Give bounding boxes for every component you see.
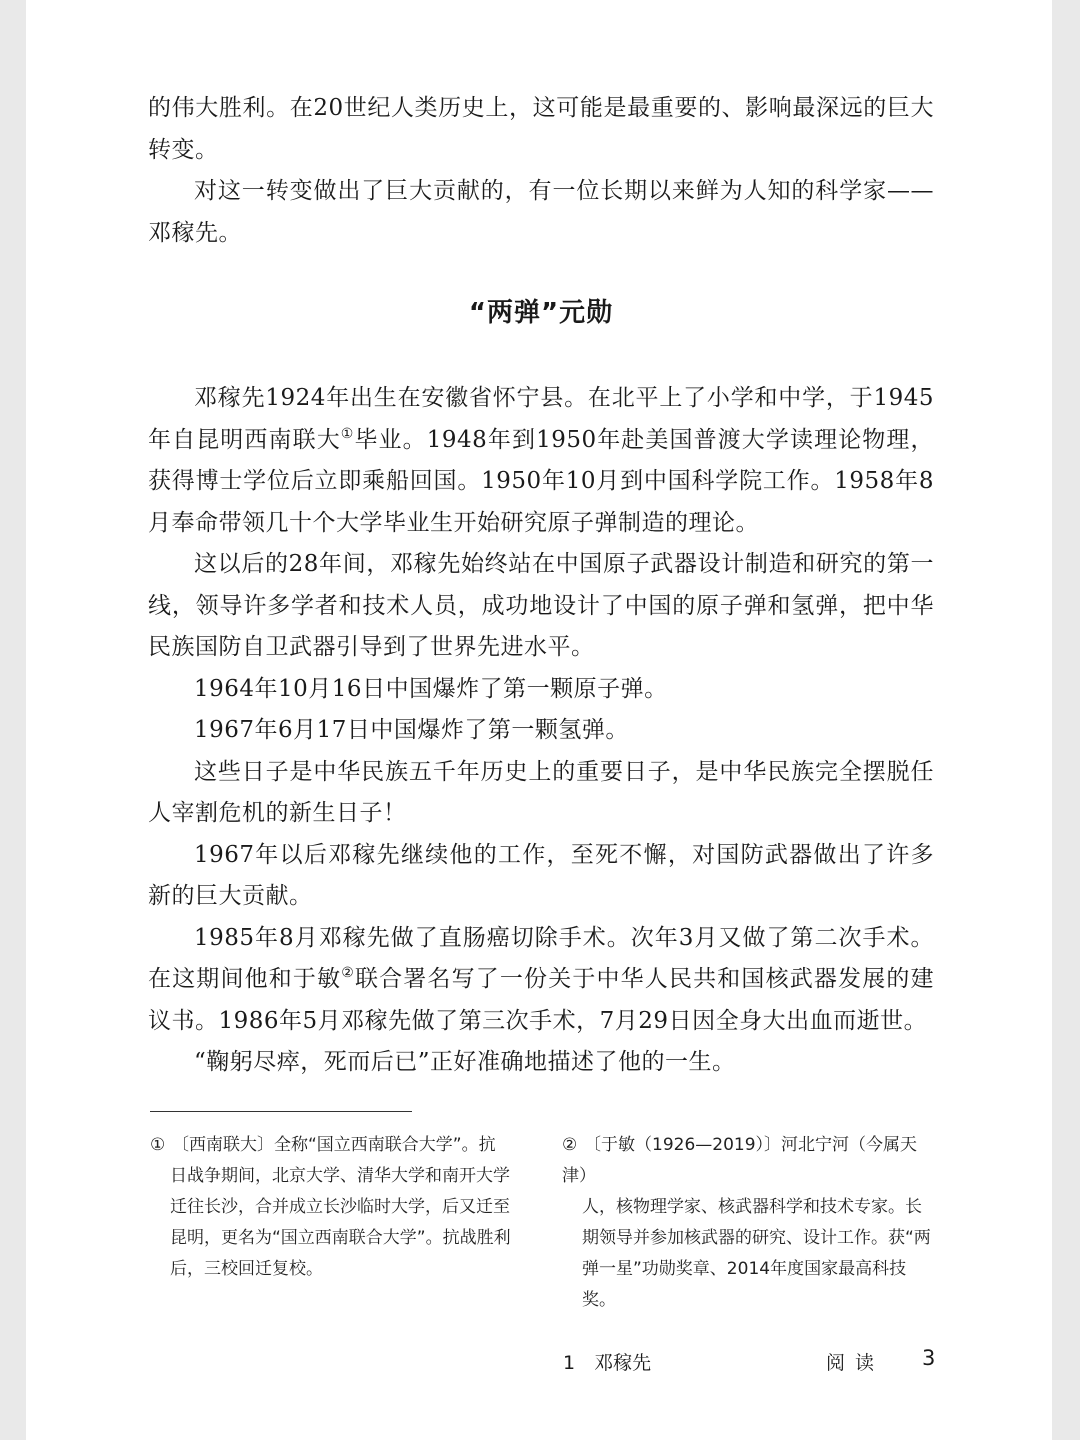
paragraph-text: 联合署名写了一份关于中华人民共和国核武器发展的建议书。1986年5月邓稼先做了第三次手术，7月29日因全身大出血而逝世。 [148, 966, 935, 1034]
paragraph-text: 1985年8月邓稼先做了直肠癌切除手术。次年3月又做了第二次手术。在这期间他和于敏 [148, 924, 934, 992]
intro-text [148, 88, 934, 254]
footnote-2 [562, 1130, 934, 1316]
footnote-term: 〔于敏（1926—2019）〕河北宁河（今属天津） [562, 1135, 918, 1186]
paragraph-important-days: 这些日子是中华民族五千年历史上的重要日子，是中华民族完全摆脱任人宰割危机的新生日子！ [148, 758, 934, 826]
paragraph-illness [148, 918, 934, 1043]
paragraph-28-years: 这以后的28年间，邓稼先始终站在中国原子武器设计制造和研究的第一线，领导许多学者和技术人员，成功地设计了中国的原子弹和氢弹，把中华民族国防自卫武器引导到了世界先进水平。 [148, 551, 934, 660]
section-title: “两弹”元勋 [468, 298, 614, 328]
footnote-text: 日战争期间，北京大学、清华大学和南开大学迁往长沙，合并成立长沙临时大学，后又迁至昆明，更名为“国立西南联合大学”。抗战胜利后，三校回迁复校。 [170, 1166, 511, 1279]
paragraph-atomic-bomb: 1964年10月16日中国爆炸了第一颗原子弹。 [194, 675, 668, 702]
footer-section: 阅 读 [826, 1352, 877, 1374]
paragraph-text: 毕业。1948年到1950年赴美国普渡大学读理论物理，获得博士学位后立即乘船回国。1950年10月到中国科学院工作。1958年8月奉命带领几十个大学毕业生开始研究原子弹制造的理论。 [148, 426, 934, 536]
footnote-1 [150, 1130, 522, 1285]
footnote-ref-1: ① [340, 425, 355, 442]
paragraph-hydrogen-bomb: 1967年6月17日中国爆炸了第一颗氢弹。 [194, 717, 629, 743]
paragraph-quote: “鞠躬尽瘁，死而后已”正好准确地描述了他的一生。 [194, 1049, 736, 1075]
footnote-number: ② [562, 1135, 578, 1155]
intro-paragraph-continued: 的伟大胜利。在20世纪人类历史上，这可能是最重要的、影响最深远的巨大转变。 [148, 95, 934, 163]
page-number: 3 [922, 1346, 936, 1370]
paragraph-after-1967: 1967年以后邓稼先继续他的工作，至死不懈，对国防武器做出了许多新的巨大贡献。 [148, 841, 934, 909]
section-body [148, 378, 934, 1084]
paragraph-text: 邓稼先1924年出生在安徽省怀宁县。在北平上了小学和中学，于1945年自昆明西南联大 [148, 385, 934, 453]
intro-paragraph: 对这一转变做出了巨大贡献的，有一位长期以来鲜为人知的科学家——邓稼先。 [148, 178, 934, 246]
paragraph-birth-education [148, 378, 934, 544]
footnote-ref-2: ② [341, 965, 355, 981]
footnote-divider [150, 1111, 412, 1112]
footer-chapter: 1 邓稼先 [563, 1352, 652, 1374]
footnote-term: 〔西南联大〕全称“国立西南联合大学”。抗 [172, 1135, 496, 1155]
footnote-number: ① [150, 1135, 166, 1155]
footnote-text: 人，核物理学家、核武器科学和技术专家。长期领导并参加核武器的研究、设计工作。获“两弹一星”功勋奖章、2014年度国家最高科技奖。 [582, 1197, 931, 1310]
